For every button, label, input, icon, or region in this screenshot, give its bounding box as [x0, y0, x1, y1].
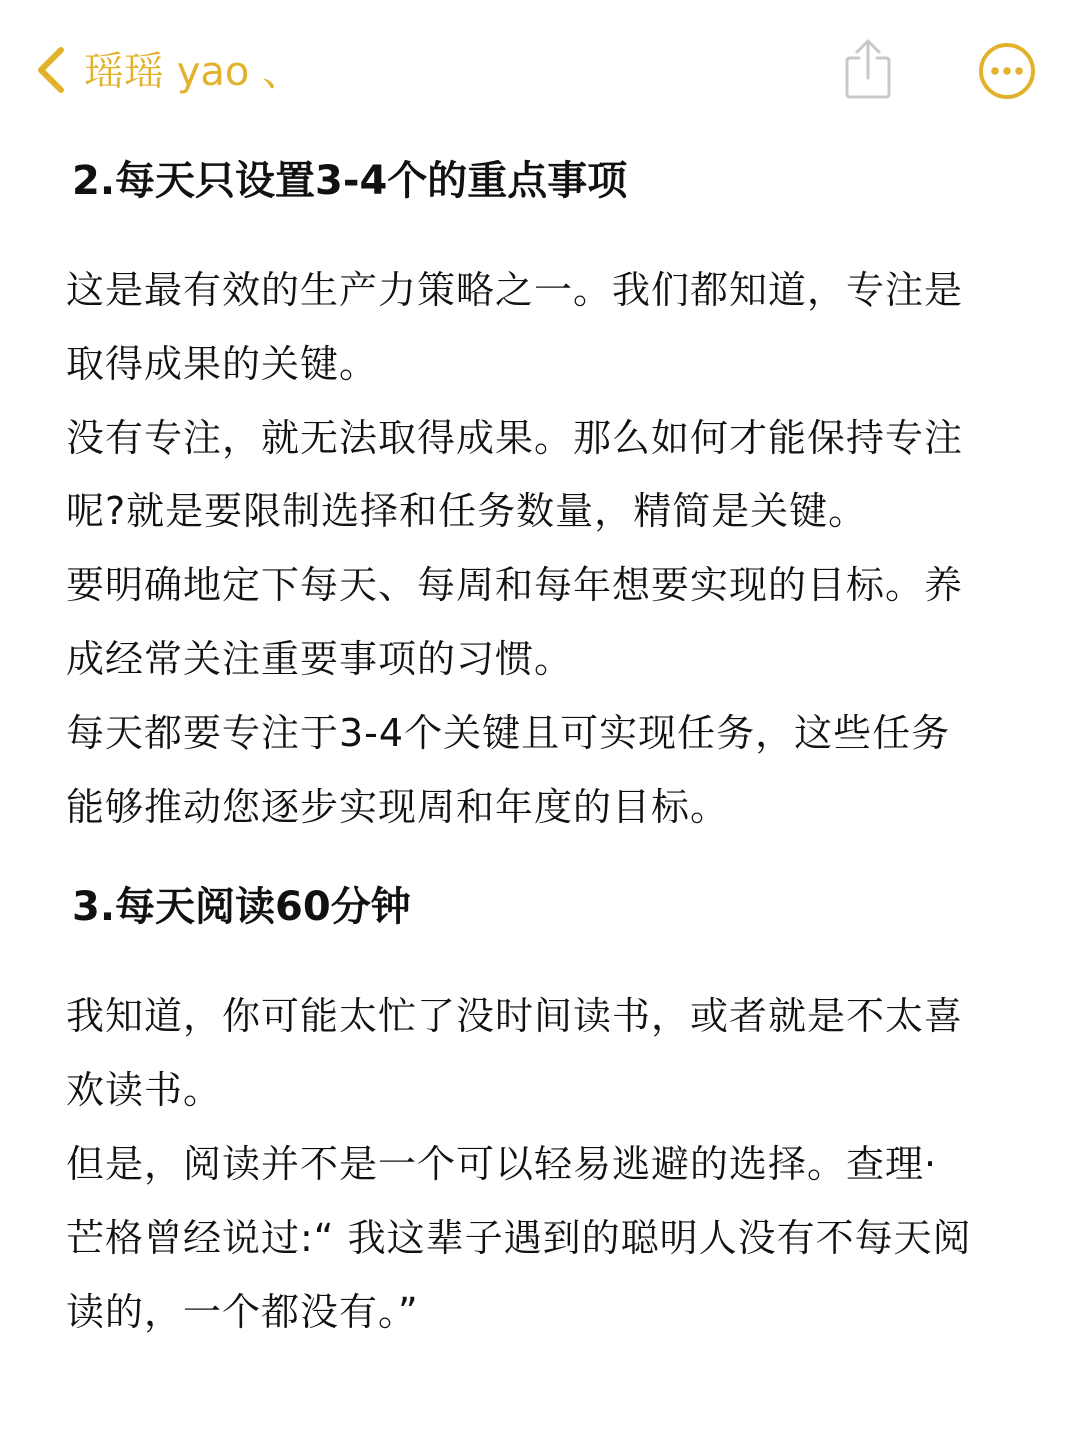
paragraph-line: 欢读书。: [66, 1068, 223, 1113]
paragraph-line: 没有专注，就无法取得成果。那么如何才能保持专注: [66, 415, 964, 460]
paragraph-line: 每天都要专注于3-4个关键且可实现任务，这些任务: [66, 710, 951, 755]
paragraph-line: 能够推动您逐步实现周和年度的目标。: [66, 784, 730, 829]
back-button[interactable]: [26, 40, 76, 100]
section-spacer: [66, 844, 1026, 870]
top-navigation-bar: [0, 0, 1080, 140]
paragraph-line: 取得成果的关键。: [66, 341, 379, 386]
note-title: 瑶瑶 yao 、: [84, 49, 303, 95]
paragraph-line: 但是，阅读并不是一个可以轻易逃避的选择。查理·: [66, 1141, 938, 1186]
paragraph-line: 这是最有效的生产力策略之一。我们都知道，专注是: [66, 268, 964, 312]
section-body: [66, 254, 1026, 844]
paragraph-line: 呢?就是要限制选择和任务数量，精简是关键。: [66, 489, 868, 534]
chevron-left-icon: [33, 44, 69, 96]
more-horizontal-icon: [977, 41, 1037, 101]
more-options-button[interactable]: [976, 40, 1038, 102]
section-heading: 3.每天阅读60分钟: [72, 884, 411, 931]
paragraph-line: 我知道，你可能太忙了没时间读书，或者就是不太喜: [66, 994, 964, 1039]
share-icon: [842, 36, 894, 102]
paragraph-line: 芒格曾经说过:“ 我这辈子遇到的聪明人没有不每天阅: [66, 1215, 972, 1260]
note-content[interactable]: [66, 140, 1026, 1349]
paragraph-line: 要明确地定下每天、每周和每年想要实现的目标。养: [66, 563, 964, 608]
paragraph-line: 读的，一个都没有。”: [66, 1289, 419, 1334]
section-body: [66, 980, 1026, 1349]
paragraph-line: 成经常关注重要事项的习惯。: [66, 636, 574, 681]
section-heading: 2.每天只设置3-4个的重点事项: [72, 158, 628, 204]
share-button[interactable]: [838, 34, 898, 104]
